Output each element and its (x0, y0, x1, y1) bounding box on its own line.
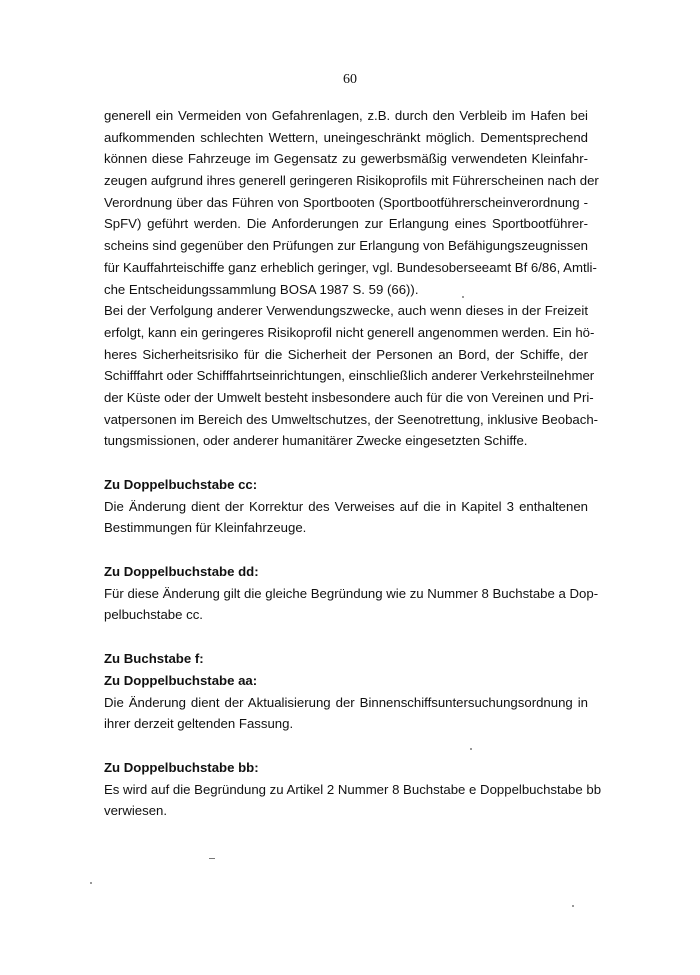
text-line: Verordnung über das Führen von Sportbooten (Sportbootführerscheinverordnung - (104, 194, 588, 210)
text-line: Bestimmungen für Kleinfahrzeuge. (104, 520, 307, 536)
text-line: tungsmissionen, oder anderer humanitärer Zwecke eingesetzten Schiffe. (104, 433, 528, 449)
text-line: Die Änderung dient der Korrektur des Verweises auf die in Kapitel 3 enthaltenen (104, 498, 588, 514)
text-line: che Entscheidungssammlung BOSA 1987 S. 59 (66)). (104, 281, 419, 297)
scan-speck (470, 748, 472, 750)
text-line: Bei der Verfolgung anderer Verwendungszwecke, auch wenn dieses in der Freizeit (104, 303, 588, 319)
scan-speck (462, 296, 464, 298)
text-line: der Küste oder der Umwelt besteht insbesondere auch für die von Vereinen und Pri- (104, 389, 594, 405)
text-line: generell ein Vermeiden von Gefahrenlagen, z.B. durch den Verbleib im Hafen bei (104, 108, 588, 123)
text-line: Schifffahrt oder Schifffahrtseinrichtungen, einschließlich anderer Verkehrsteilnehmer (104, 368, 595, 384)
text-line: können diese Fahrzeuge im Gegensatz zu gewerbsmäßig verwendeten Kleinfahr- (104, 151, 588, 167)
text-line: zeugen aufgrund ihres generell geringeren Risikoprofils mit Führerscheinen nach der (104, 173, 599, 189)
section-heading: Zu Doppelbuchstabe aa: (104, 672, 258, 688)
text-line: Für diese Änderung gilt die gleiche Begründung wie zu Nummer 8 Buchstabe a Dop- (104, 585, 599, 601)
scan-speck (90, 882, 92, 884)
scan-speck (572, 905, 574, 907)
text-line: Es wird auf die Begründung zu Artikel 2 Nummer 8 Buchstabe e Doppelbuchstabe bb (104, 781, 602, 797)
document-body (104, 105, 602, 822)
section-heading: Zu Doppelbuchstabe bb: (104, 759, 259, 775)
text-line: SpFV) geführt werden. Die Anforderungen zur Erlangung eines Sportbootführer- (104, 216, 588, 232)
text-line: verwiesen. (104, 803, 168, 819)
text-line: scheins sind gegenüber den Prüfungen zur Erlangung von Befähigungszeugnissen (104, 238, 588, 254)
section-aa (104, 670, 588, 735)
section-heading: Zu Doppelbuchstabe cc: (104, 477, 258, 492)
section-dd (104, 561, 599, 626)
text-line: pelbuchstabe cc. (104, 607, 203, 623)
section-f (104, 648, 588, 670)
text-line: vatpersonen im Bereich des Umweltschutzes, der Seenotrettung, inklusive Beobach- (104, 411, 599, 427)
page-number: 60 (343, 72, 357, 87)
text-line: aufkommenden schlechten Wettern, uneingeschränkt möglich. Dementsprechend (104, 129, 588, 145)
text-line: heres Sicherheitsrisiko für die Sicherheit der Personen an Bord, der Schiffe, der (104, 346, 588, 362)
text-line: Die Änderung dient der Aktualisierung der Binnenschiffsuntersuchungsordnung in (104, 694, 588, 710)
section-heading: Zu Doppelbuchstabe dd: (104, 564, 259, 580)
section-bb (104, 757, 602, 822)
scan-speck (209, 858, 215, 859)
section-cc (104, 474, 588, 539)
text-line: für Kauffahrteischiffe ganz erheblich geringer, vgl. Bundesoberseeamt Bf 6/86, Amtli- (104, 259, 597, 275)
paragraph-context (104, 105, 599, 300)
paragraph-risk (104, 300, 599, 452)
text-line: ihrer derzeit geltenden Fassung. (104, 716, 294, 732)
section-heading: Zu Buchstabe f: (104, 651, 204, 667)
text-line: erfolgt, kann ein geringeres Risikoprofil nicht generell angenommen werden. Ein hö- (104, 324, 595, 340)
